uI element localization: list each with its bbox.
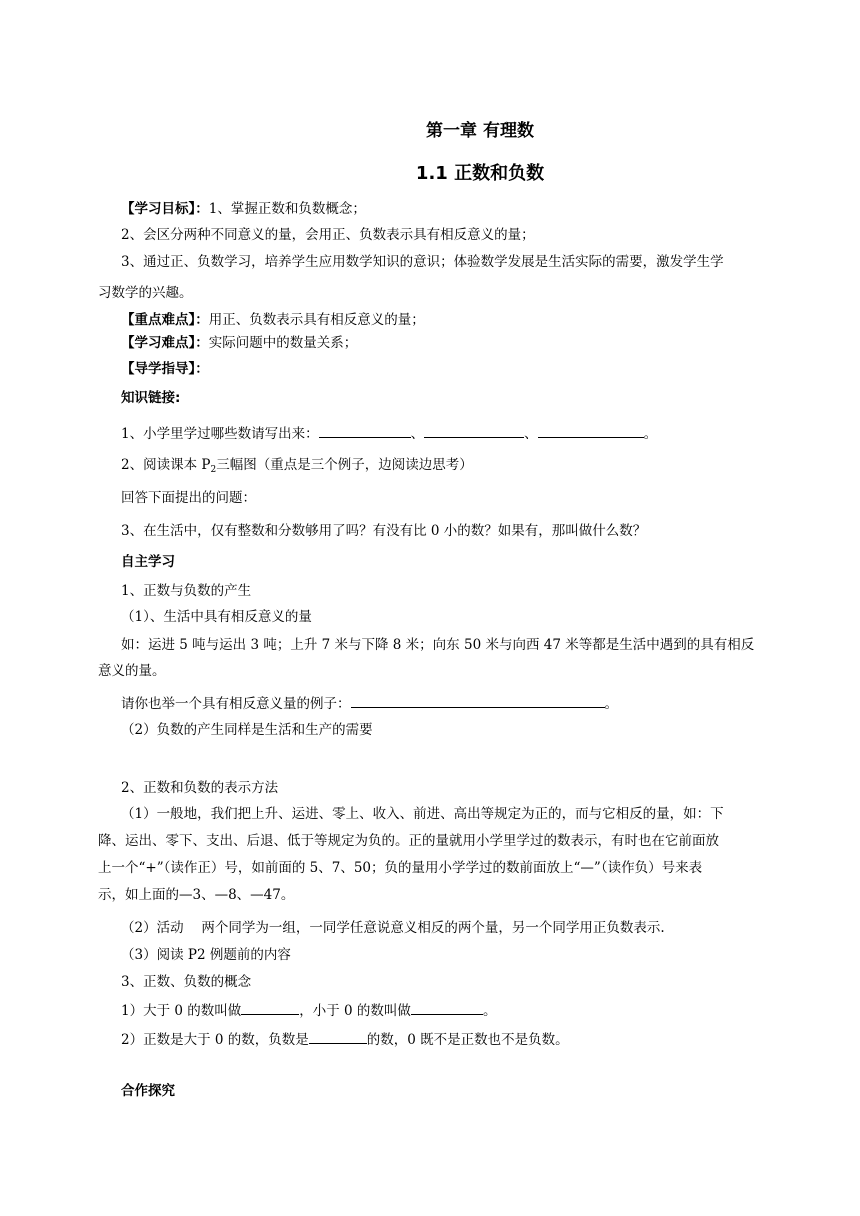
- question-2-suffix: 三幅图（重点是三个例子，边阅读边思考）: [216, 457, 473, 473]
- example-answer-blank[interactable]: [351, 694, 605, 708]
- knowledge-question-2: [121, 456, 473, 479]
- concept-2-prefix: 2）正数是大于 0 的数，负数是: [121, 1032, 309, 1048]
- self-study-item-1: 1、正数与负数的产生: [121, 583, 252, 599]
- goal-item-1: 1、掌握正数和负数概念；: [208, 201, 366, 217]
- answer-blank-1[interactable]: [319, 424, 411, 438]
- negative-number-blank[interactable]: [411, 1001, 483, 1015]
- self-study-item-1-2: （2）负数的产生同样是生活和生产的需要: [121, 722, 373, 738]
- concept-1-prefix: 1）大于 0 的数叫做: [121, 1003, 242, 1019]
- example-prompt: [121, 694, 618, 713]
- question-2-prefix: 2、阅读课本 P: [121, 457, 211, 473]
- key-difficulty-text: 用正、负数表示具有相反意义的量；: [208, 312, 425, 328]
- answer-prompt: 回答下面提出的问题：: [121, 490, 256, 506]
- self-study-item-2: 2、正数和负数的表示方法: [121, 780, 279, 796]
- example-line-2: 意义的量。: [98, 663, 166, 679]
- separator: 、: [410, 426, 425, 442]
- page-subscript: 2: [210, 465, 217, 475]
- representation-line-3: 上一个“+”（读作正）号，如前面的 5、7、50；负的量用小学学过的数前面放上“—”（读作负）号来表: [98, 860, 703, 876]
- goals-line: [121, 200, 366, 218]
- concept-2-suffix: 的数，0 既不是正数也不是负数。: [366, 1032, 569, 1048]
- cooperative-heading: 合作探究: [121, 1083, 175, 1099]
- learning-difficulty-text: 实际问题中的数量关系；: [208, 335, 358, 351]
- goals-label: 【学习目标】：: [121, 201, 209, 217]
- positive-number-blank[interactable]: [241, 1001, 299, 1015]
- answer-blank-2[interactable]: [424, 424, 524, 438]
- concept-line-1: [121, 1001, 496, 1020]
- goal-item-3-line-1: 3、通过正、负数学习，培养学生应用数学知识的意识；体验数学发展是生活实际的需要，激发学生学: [121, 254, 724, 270]
- guidance-label: 【导学指导】：: [121, 361, 209, 377]
- knowledge-link-heading: 知识链接:: [121, 390, 181, 406]
- learning-difficulty-line: [121, 334, 357, 352]
- goal-item-3-line-2: 习数学的兴趣。: [98, 285, 193, 301]
- negative-definition-blank[interactable]: [309, 1030, 367, 1044]
- representation-line-2: 降、运出、零下、支出、后退、低于等规定为负的。正的量就用小学里学过的数表示，有时也在它前面放: [98, 833, 719, 849]
- concept-line-2: [121, 1030, 569, 1049]
- answer-blank-3[interactable]: [538, 424, 644, 438]
- representation-line-1: （1）一般地，我们把上升、运进、零上、收入、前进、高出等规定为正的，而与它相反的量，如：下: [121, 806, 724, 822]
- knowledge-question-1: [121, 424, 657, 443]
- chapter-title: 第一章 有理数: [426, 121, 534, 141]
- separator: 、: [524, 426, 538, 442]
- learning-difficulty-label: 【学习难点】：: [121, 335, 209, 351]
- self-study-item-1-1: （1）、生活中具有相反意义的量: [121, 609, 312, 625]
- question-1-text: 1、小学里学过哪些数请写出来：: [121, 426, 319, 442]
- concept-1-middle: ，小于 0 的数叫做: [299, 1003, 411, 1019]
- period: 。: [643, 426, 658, 442]
- self-study-heading: 自主学习: [121, 554, 175, 570]
- knowledge-question-3: 3、在生活中，仅有整数和分数够用了吗？有没有比 0 小的数？如果有，那叫做什么数？: [121, 523, 647, 539]
- section-title: 1.1 正数和负数: [415, 163, 545, 184]
- period: 。: [604, 696, 618, 712]
- example-line-1: 如：运进 5 吨与运出 3 吨；上升 7 米与下降 8 米；向东 50 米与向西 47 米等都是生活中遇到的具有相反: [121, 637, 755, 653]
- reading-line: （3）阅读 P2 例题前的内容: [121, 947, 291, 963]
- key-difficulty-line: [121, 311, 425, 329]
- key-difficulty-label: 【重点难点】：: [121, 312, 209, 328]
- goal-item-2: 2、会区分两种不同意义的量，会用正、负数表示具有相反意义的量；: [121, 227, 535, 243]
- example-prompt-text: 请你也举一个具有相反意义量的例子：: [121, 696, 351, 712]
- representation-line-4: 示，如上面的—3、—8、—47。: [98, 887, 295, 903]
- activity-line: （2）活动 两个同学为一组，一同学任意说意义相反的两个量，另一个同学用正负数表示.: [121, 920, 665, 936]
- self-study-item-3: 3、正数、负数的概念: [121, 974, 252, 990]
- period: 。: [482, 1003, 497, 1019]
